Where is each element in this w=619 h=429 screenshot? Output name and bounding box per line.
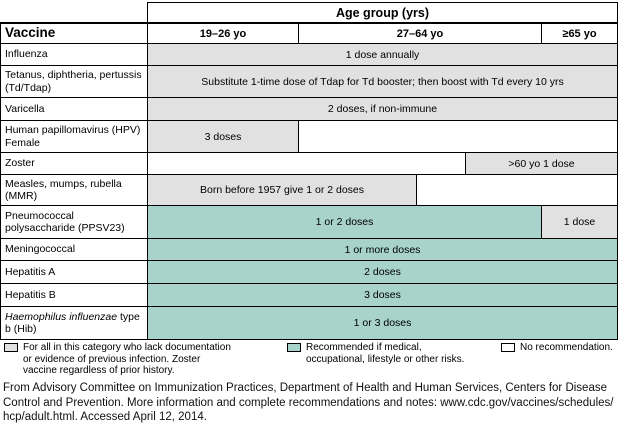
legend-for-all-text <box>23 342 231 377</box>
hib-genus-species: Haemophilus influenzae <box>5 310 118 323</box>
table-row-hepatitis-a <box>1 260 617 283</box>
row-label-zoster: Zoster <box>1 153 148 174</box>
row-label-hepatitis-b: Hepatitis B <box>1 284 148 306</box>
cell-mmr-older-empty <box>417 175 617 205</box>
cell-varicella-all-ages: 2 doses, if non-immune <box>148 98 617 120</box>
row-label-mmr: Measles, mumps, rubella (MMR) <box>1 175 148 205</box>
row-label-tdap: Tetanus, diphtheria, pertussis (Td/Tdap) <box>1 66 148 97</box>
cell-zoster-over60: >60 yo 1 dose <box>466 153 617 174</box>
cell-zoster-under60-empty <box>148 153 466 174</box>
age-group-header-label: Age group (yrs) <box>335 5 430 20</box>
source-note-line2: Control and Prevention. More information and complete recommendations and notes: www.cdc.gov/vaccines/schedules/ <box>3 396 614 409</box>
gray-swatch-icon <box>4 343 18 352</box>
table-row-zoster <box>1 152 617 174</box>
source-note-line3: hcp/adult.html. Accessed April 12, 2014. <box>3 411 207 424</box>
table-row-mmr <box>1 174 617 205</box>
legend-for-all-line2: or evidence of previous infection. Zoster <box>23 353 201 365</box>
hib-type-text: type b (Hib) <box>5 310 140 335</box>
cell-hepatitis-a-all-ages: 2 doses <box>148 261 617 283</box>
row-label-meningococcal: Meningococcal <box>1 239 148 260</box>
cell-ppsv23-19-64: 1 or 2 doses <box>148 206 542 238</box>
table-row-varicella <box>1 97 617 120</box>
cell-hib-all-ages: 1 or 3 doses <box>148 307 617 339</box>
col-header-19-26: 19–26 yo <box>148 24 299 43</box>
cell-mmr-born-before-1957: Born before 1957 give 1 or 2 doses <box>148 175 417 205</box>
legend-for-all-line1: For all in this category who lack documentation <box>23 342 231 353</box>
vaccine-schedule-table <box>0 22 618 340</box>
cell-hpv-27-65plus-empty <box>299 121 617 152</box>
col-header-27-64: 27–64 yo <box>299 24 542 43</box>
legend-none-line1: No recommendation. <box>520 342 613 353</box>
table-row-influenza <box>1 43 617 65</box>
row-label-hepatitis-a: Hepatitis A <box>1 261 148 283</box>
legend-item-recommended-if-risk <box>287 342 464 365</box>
cell-ppsv23-65plus: 1 dose <box>542 206 617 238</box>
legend-risk-text <box>306 342 464 365</box>
row-label-ppsv23: Pneumococcal polysaccharide (PPSV23) <box>1 206 148 238</box>
legend-item-no-recommendation <box>501 342 613 354</box>
white-swatch-icon <box>501 343 515 352</box>
cell-hepatitis-b-all-ages: 3 doses <box>148 284 617 306</box>
cell-tdap-all-ages: Substitute 1-time dose of Tdap for Td booster; then boost with Td every 10 yrs <box>148 66 617 97</box>
row-label-varicella: Varicella <box>1 98 148 120</box>
table-row-hpv <box>1 120 617 152</box>
cell-influenza-all-ages: 1 dose annually <box>148 44 617 65</box>
table-row-tdap <box>1 65 617 97</box>
legend-none-text <box>520 342 613 354</box>
row-label-hpv: Human papillomavirus (HPV) Female <box>1 121 148 152</box>
age-group-header <box>147 2 618 22</box>
legend-risk-line2: occupational, lifestyle or other risks. <box>306 353 465 365</box>
table-row-hepatitis-b <box>1 283 617 306</box>
row-label-influenza: Influenza <box>1 44 148 65</box>
table-row-meningococcal <box>1 238 617 260</box>
cell-meningococcal-all-ages: 1 or more doses <box>148 239 617 260</box>
row-label-hib-text <box>5 311 145 336</box>
column-header-row <box>1 24 617 43</box>
source-note <box>3 381 617 425</box>
legend-risk-line1: Recommended if medical, <box>306 342 422 353</box>
cell-hpv-19-26: 3 doses <box>148 121 299 152</box>
row-label-hib <box>1 307 148 339</box>
teal-swatch-icon <box>287 343 301 352</box>
vaccine-column-header: Vaccine <box>1 24 148 43</box>
table-row-ppsv23 <box>1 205 617 238</box>
source-note-line1: From Advisory Committee on Immunization Practices, Department of Health and Human Services, Centers for Disease <box>3 382 607 394</box>
col-header-65plus: ≥65 yo <box>562 27 597 40</box>
legend-item-for-all <box>4 342 231 377</box>
legend-for-all-line3: vaccine regardless of prior history. <box>23 365 175 376</box>
table-row-hib <box>1 306 617 339</box>
